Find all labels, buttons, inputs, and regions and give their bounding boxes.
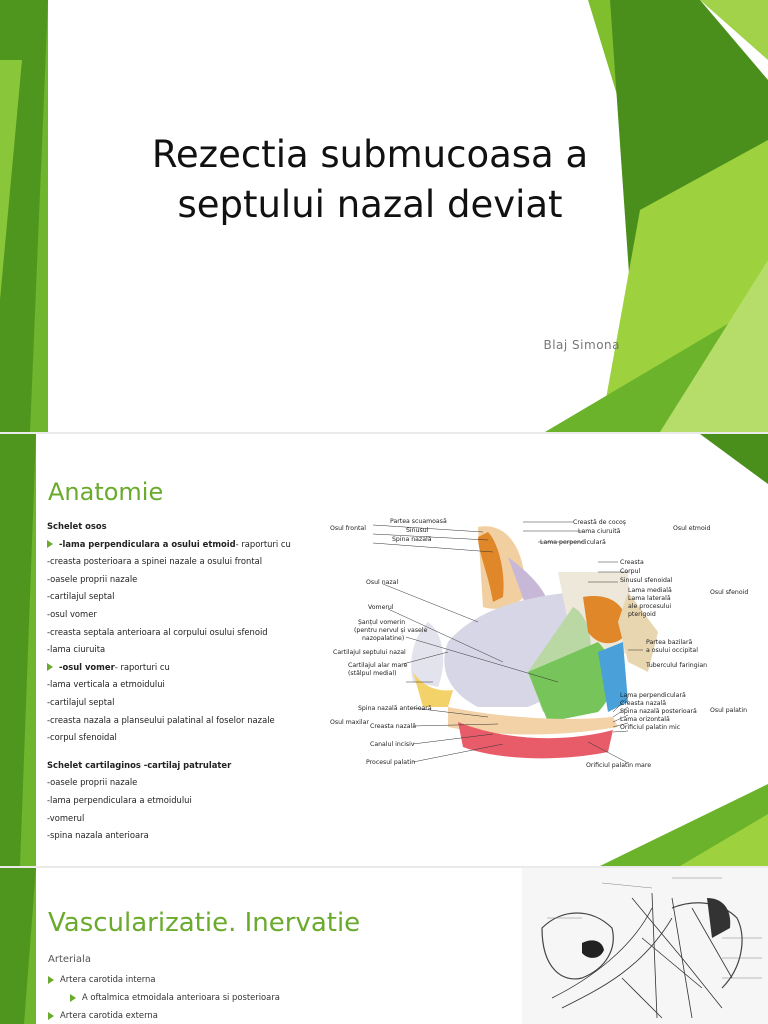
svg-text:Creasta: Creasta [620, 559, 644, 566]
svg-text:Spina nazală posterioară: Spina nazală posterioară [620, 708, 697, 715]
svg-text:Canalul incisiv: Canalul incisiv [370, 741, 415, 748]
svg-text:Corpul: Corpul [620, 568, 641, 575]
svg-text:Lama laterală: Lama laterală [628, 595, 671, 602]
slide-title: Anatomie [48, 478, 164, 506]
nasal-septum-anatomy-figure [328, 512, 755, 782]
svg-text:Creasta nazală: Creasta nazală [370, 723, 416, 730]
list-item: Schelet cartilaginos -cartilaj patrulater [47, 759, 232, 770]
nasal-vascularization-figure [522, 868, 768, 1024]
list-item: -lama perpendiculara a etmoidului [47, 794, 192, 805]
vascularization-slide [0, 868, 768, 1024]
svg-text:Partea bazilară: Partea bazilară [646, 639, 693, 646]
list-item: -lama perpendiculara a osului etmoid- raporturi cu [47, 536, 337, 554]
author-name: Blaj Simona [543, 338, 620, 352]
list-item: -lama ciuruita [47, 644, 106, 655]
svg-text:a osului occipital: a osului occipital [646, 647, 698, 654]
svg-text:Vomerul: Vomerul [368, 604, 394, 611]
anatomy-illustration [328, 512, 755, 782]
list-item: -cartilajul septal [47, 591, 115, 602]
list-item: -osul vomer [47, 608, 97, 619]
svg-text:Lama perpendiculară: Lama perpendiculară [540, 539, 606, 546]
svg-text:Osul palatin: Osul palatin [710, 707, 747, 714]
list-item: A oftalmica etmoidala anterioara si posterioara [48, 988, 348, 1006]
list-item: -creasta septala anterioara al corpului osului sfenoid [47, 626, 268, 637]
anatomy-text-list [47, 518, 337, 845]
list-item: -corpul sfenoidal [47, 732, 117, 743]
svg-text:Orificiul palatin mic: Orificiul palatin mic [620, 724, 681, 731]
bullet-arrow-icon [70, 994, 76, 1002]
svg-text:Șanțul vomerin: Șanțul vomerin [358, 619, 406, 626]
vascular-illustration [522, 868, 768, 1024]
svg-text:Osul nazal: Osul nazal [366, 579, 399, 586]
list-item: -creasta nazala a planseului palatinal al foselor nazale [47, 714, 275, 725]
svg-text:pterigoid: pterigoid [628, 611, 656, 618]
list-item: -oasele proprii nazale [47, 573, 138, 584]
list-item: -vomerul [47, 812, 85, 823]
svg-text:Lama ciuruită: Lama ciuruită [578, 528, 621, 535]
svg-text:Osul frontal: Osul frontal [330, 525, 366, 532]
slide-title: Rezectia submucoasa a septului nazal deviat [151, 133, 589, 226]
svg-text:ale procesului: ale procesului [628, 603, 672, 610]
slide-title: Vascularizatie. Inervatie [48, 908, 361, 938]
bullet-arrow-icon [47, 663, 53, 671]
svg-text:Creastă de cocoș: Creastă de cocoș [573, 519, 627, 526]
svg-text:(pentru nervul și vasele: (pentru nervul și vasele [354, 627, 428, 634]
svg-text:nazopalatine): nazopalatine) [362, 635, 405, 642]
svg-text:Tuberculul faringian: Tuberculul faringian [646, 662, 708, 669]
svg-text:Osul sfenoid: Osul sfenoid [710, 589, 749, 596]
svg-text:(stâlpul medial): (stâlpul medial) [348, 670, 397, 677]
svg-text:Spina nazală anterioară: Spina nazală anterioară [358, 705, 432, 712]
title-slide [0, 0, 768, 432]
svg-text:Lama orizontală: Lama orizontală [620, 716, 670, 723]
section-heading: Arteriala [48, 954, 91, 965]
bullet-arrow-icon [47, 540, 53, 548]
bullet-arrow-icon [48, 976, 54, 984]
list-item: Schelet osos [47, 521, 107, 531]
svg-text:Cartilajul alar mare: Cartilajul alar mare [348, 662, 408, 669]
list-item: Artera carotida interna [48, 970, 348, 988]
svg-text:Osul etmoid: Osul etmoid [673, 525, 711, 532]
svg-text:Partea scuamoasă: Partea scuamoasă [390, 518, 447, 525]
svg-text:Creasta nazală: Creasta nazală [620, 700, 666, 707]
list-item: -spina nazala anterioara [47, 830, 149, 841]
svg-text:Procesul palatin: Procesul palatin [366, 759, 416, 766]
list-item: -osul vomer- raporturi cu [47, 659, 337, 677]
list-item: -creasta posterioara a spinei nazale a osului frontal [47, 556, 263, 567]
svg-text:Osul maxilar: Osul maxilar [330, 719, 369, 726]
anatomy-slide [0, 434, 768, 866]
svg-text:Spina nazală: Spina nazală [392, 536, 432, 543]
svg-text:Orificiul palatin mare: Orificiul palatin mare [586, 762, 652, 769]
svg-text:Cartilajul septului nazal: Cartilajul septului nazal [333, 649, 406, 656]
svg-text:Sinusul sfenoidal: Sinusul sfenoidal [620, 577, 673, 584]
svg-text:Lama medială: Lama medială [628, 587, 672, 594]
list-item: -cartilajul septal [47, 696, 115, 707]
vascular-text-list [48, 950, 348, 1024]
list-item: -oasele proprii nazale [47, 777, 138, 788]
list-item: Artera carotida externa [48, 1006, 348, 1024]
svg-text:Sinusul: Sinusul [406, 527, 429, 534]
bullet-arrow-icon [48, 1012, 54, 1020]
svg-text:Lama perpendiculară: Lama perpendiculară [620, 692, 686, 699]
list-item: -lama verticala a etmoidului [47, 679, 165, 690]
